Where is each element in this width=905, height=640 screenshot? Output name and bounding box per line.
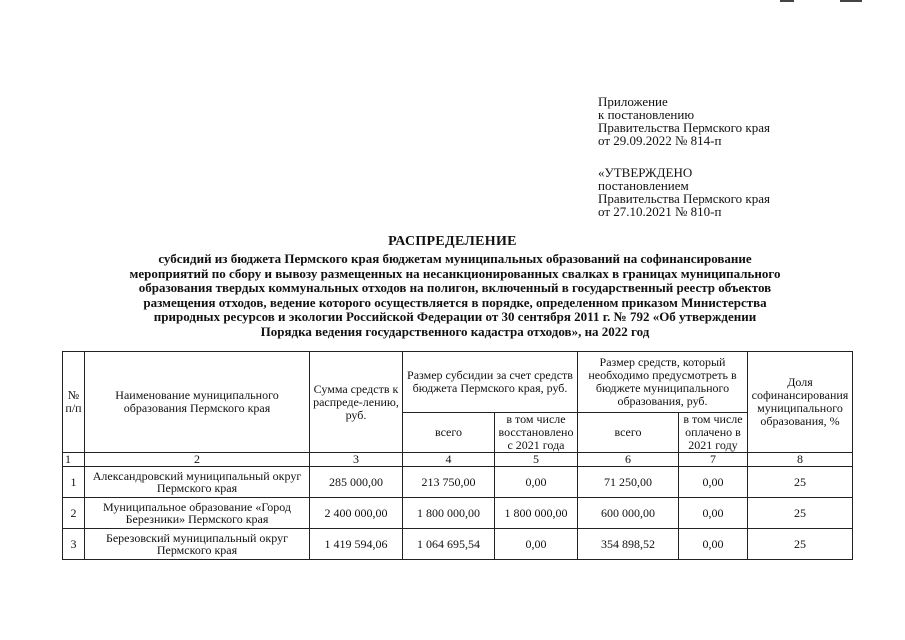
subtitle-line: Порядка ведения государственного кадастра отходов», на 2022 год xyxy=(260,323,650,339)
appendix-line: Правительства Пермского края xyxy=(598,120,770,135)
header-subsidy-restored: в том числе восстановлено с 2021 года xyxy=(495,413,578,453)
row-subsidy-restored: 0,00 xyxy=(495,467,578,498)
row-sum: 1 419 594,06 xyxy=(310,529,403,560)
header-sum: Сумма средств к распреде-лению, руб. xyxy=(310,352,403,453)
scan-mark xyxy=(840,0,862,2)
header-subsidy: Размер субсидии за счет средств бюджета Пермского края, руб. xyxy=(403,352,578,413)
table-header-row xyxy=(63,352,853,413)
row-subsidy-restored: 1 800 000,00 xyxy=(495,498,578,529)
approved-line: от 27.10.2021 № 810-п xyxy=(598,204,722,219)
subtitle-line: мероприятий по сбору и вывозу размещенных на несанкционированных свалках в границах муниципального xyxy=(129,265,781,281)
column-number: 4 xyxy=(403,453,495,467)
row-num: 1 xyxy=(63,467,85,498)
column-number: 1 xyxy=(63,453,85,467)
appendix-line: Приложение xyxy=(598,94,668,109)
appendix-header xyxy=(598,95,770,147)
row-name: Александровский муниципальный округ Пермского края xyxy=(85,467,310,498)
appendix-line: к постановлению xyxy=(598,107,695,122)
subtitle-line: субсидий из бюджета Пермского края бюджетам муниципальных образований на софинансирование xyxy=(158,251,752,266)
row-num: 2 xyxy=(63,498,85,529)
header-funds: Размер средств, который необходимо предусмотреть в бюджете муниципального образования, руб. xyxy=(578,352,748,413)
scan-mark xyxy=(780,0,794,2)
approved-header xyxy=(598,166,770,218)
header-num: № п/п xyxy=(63,352,85,453)
header-share: Доля софинансирования муниципального образования, % xyxy=(748,352,853,453)
column-number: 5 xyxy=(495,453,578,467)
row-subsidy-total: 1 064 695,54 xyxy=(403,529,495,560)
document-subtitle xyxy=(80,252,830,339)
row-name: Муниципальное образование «Город Березники» Пермского края xyxy=(85,498,310,529)
row-sum: 285 000,00 xyxy=(310,467,403,498)
approved-line: постановлением xyxy=(598,178,689,193)
column-number: 3 xyxy=(310,453,403,467)
appendix-line: от 29.09.2022 № 814-п xyxy=(598,133,722,148)
document-title: РАСПРЕДЕЛЕНИЕ xyxy=(388,234,517,249)
subtitle-line: образования твердых коммунальных отходов на полигон, включенный в государственный реестр объектов xyxy=(138,280,772,295)
row-funds-total: 354 898,52 xyxy=(578,529,679,560)
approved-line: Правительства Пермского края xyxy=(598,191,770,206)
row-share: 25 xyxy=(748,498,853,529)
subtitle-line: размещения отходов, ведение которого осуществляется в порядке, определенном приказом Министерства xyxy=(143,294,767,310)
subtitle-line: природных ресурсов и экологии Российской Федерации от 30 сентября 2011 г. № 792 «Об утверждении xyxy=(153,309,757,324)
row-funds-paid: 0,00 xyxy=(679,467,748,498)
column-number-row xyxy=(63,453,853,467)
distribution-table xyxy=(62,351,853,560)
row-funds-total: 600 000,00 xyxy=(578,498,679,529)
column-number: 7 xyxy=(679,453,748,467)
row-num: 3 xyxy=(63,529,85,560)
row-name: Березовский муниципальный округ Пермского края xyxy=(85,529,310,560)
table-row xyxy=(63,467,853,498)
row-funds-paid: 0,00 xyxy=(679,498,748,529)
row-funds-total: 71 250,00 xyxy=(578,467,679,498)
table-row xyxy=(63,498,853,529)
row-share: 25 xyxy=(748,467,853,498)
header-subsidy-total: всего xyxy=(403,413,495,453)
row-subsidy-total: 213 750,00 xyxy=(403,467,495,498)
row-funds-paid: 0,00 xyxy=(679,529,748,560)
header-funds-paid: в том числе оплачено в 2021 году xyxy=(679,413,748,453)
table-row xyxy=(63,529,853,560)
column-number: 2 xyxy=(85,453,310,467)
header-name: Наименование муниципального образования Пермского края xyxy=(85,352,310,453)
approved-line: «УТВЕРЖДЕНО xyxy=(598,165,693,180)
row-sum: 2 400 000,00 xyxy=(310,498,403,529)
column-number: 6 xyxy=(578,453,679,467)
column-number: 8 xyxy=(748,453,853,467)
header-funds-total: всего xyxy=(578,413,679,453)
row-subsidy-total: 1 800 000,00 xyxy=(403,498,495,529)
row-share: 25 xyxy=(748,529,853,560)
row-subsidy-restored: 0,00 xyxy=(495,529,578,560)
